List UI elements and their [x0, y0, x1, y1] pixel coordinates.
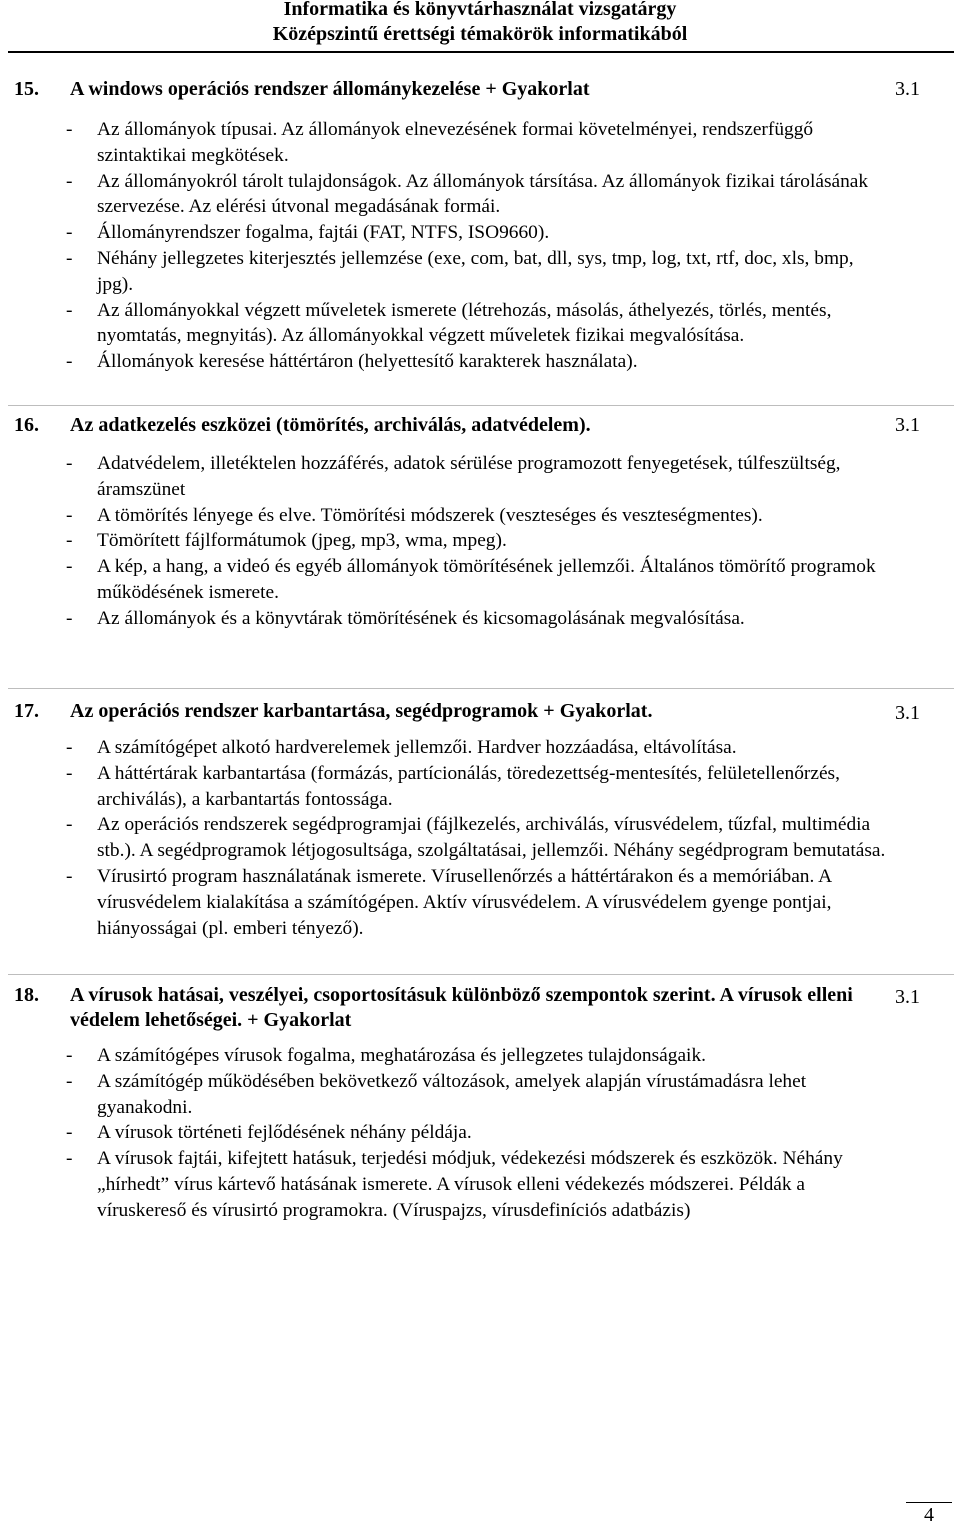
- list-item: [66, 298, 886, 350]
- list-item: [66, 1043, 886, 1069]
- section-level: 3.1: [895, 986, 920, 1008]
- list-item-text: Állományok keresése háttértáron (helyettesítő karakterek használata).: [97, 351, 638, 373]
- section-number: 18.: [14, 984, 39, 1006]
- dash-marker: -: [66, 1148, 73, 1170]
- header-topic: Középszintű érettségi témakörök informatikából: [272, 23, 688, 45]
- section-title: A windows operációs rendszer állománykezelése + Gyakorlat: [70, 78, 590, 100]
- list-item-text: Állományrendszer fogalma, fajtái (FAT, NTFS, ISO9660).: [97, 222, 550, 244]
- dash-marker: -: [66, 865, 73, 887]
- section-items: [66, 735, 886, 941]
- section-level: 3.1: [895, 414, 920, 436]
- list-item: [66, 117, 886, 169]
- dash-marker: -: [66, 1122, 73, 1144]
- list-item: [66, 220, 886, 246]
- dash-marker: -: [66, 814, 73, 836]
- dash-marker: -: [66, 453, 73, 474]
- dash-marker: -: [66, 351, 73, 373]
- list-item-text: A vírusok fajtái, kifejtett hatásuk, terjedési módjuk, védekezési módszerek és eszközök. Néhány „hírhedt” vírus kártevő hatásának ismerete. A vírusok elleni védekezés módszerei. Példák a víruskereső és vírusirtó programokra. (Víruspajzs, vírusdefiníciós adatbázis): [97, 1148, 843, 1221]
- list-item: [66, 864, 886, 941]
- list-item-text: Vírusirtó program használatának ismerete. Vírusellenőrzés a háttértárakon és a memóriában. A vírusvédelem kialakítása a számítógépen. Aktív vírusvédelem. A vírusvédelem gyenge pontjai, hiányosságai (pl. emberi tényező).: [97, 865, 832, 939]
- list-item-text: Az állományokkal végzett műveletek ismerete (létrehozás, másolás, áthelyezés, törlés, mentés, nyomtatás, megnyitás). Az állományokkal végzett műveletek fizikai megvalósítása.: [97, 299, 832, 347]
- dash-marker: -: [66, 762, 73, 784]
- list-item: [66, 1120, 886, 1146]
- section-items: [66, 1043, 886, 1224]
- dash-marker: -: [66, 247, 73, 269]
- section-number: 15.: [14, 78, 39, 100]
- section-title: A vírusok hatásai, veszélyei, csoportosításuk különböző szempontok szerint. A vírusok elleni védelem lehetőségei. + Gyakorlat: [70, 984, 853, 1031]
- section-title: Az operációs rendszer karbantartása, segédprogramok + Gyakorlat.: [70, 700, 653, 722]
- list-item: [66, 169, 886, 221]
- page-number: 4: [906, 1502, 952, 1527]
- list-item: [66, 761, 886, 813]
- list-item: [66, 503, 886, 529]
- list-item-text: Az állományok és a könyvtárak tömörítésének és kicsomagolásának megvalósítása.: [97, 607, 745, 629]
- section-divider: [8, 974, 954, 975]
- list-item-text: A kép, a hang, a videó és egyéb állományok tömörítésének jellemzői. Általános tömörítő programok működésének ismerete.: [97, 556, 876, 603]
- list-item-text: Tömörített fájlformátumok (jpeg, mp3, wma, mpeg).: [97, 530, 507, 552]
- list-item-text: Néhány jellegzetes kiterjesztés jellemzése (exe, com, bat, dll, sys, tmp, log, txt, rtf, doc, xls, bmp, jpg).: [97, 247, 854, 295]
- list-item-text: Az állományok típusai. Az állományok elnevezésének formai követelményei, rendszerfüggő szintaktikai megkötések.: [97, 119, 814, 166]
- header-divider: [8, 51, 954, 53]
- dash-marker: -: [66, 170, 73, 192]
- section-divider: [8, 688, 954, 689]
- list-item-text: A számítógépet alkotó hardverelemek jellemzői. Hardver hozzáadása, eltávolítása.: [97, 737, 737, 758]
- dash-marker: -: [66, 119, 73, 140]
- list-item: [66, 812, 886, 864]
- list-item: [66, 1069, 886, 1121]
- dash-marker: -: [66, 607, 73, 629]
- list-item: [66, 554, 886, 606]
- section-number: 16.: [14, 414, 39, 436]
- list-item: [66, 451, 886, 503]
- list-item-text: A számítógép működésében bekövetkező változások, amelyek alapján vírustámadásra lehet gyanakodni.: [97, 1070, 807, 1118]
- header-subject: Informatika és könyvtárhasználat vizsgatárgy: [283, 0, 677, 20]
- list-item: [66, 1146, 886, 1223]
- section-title: Az adatkezelés eszközei (tömörítés, archiválás, adatvédelem).: [70, 414, 591, 436]
- section-items: [66, 451, 886, 632]
- list-item: [66, 735, 886, 761]
- section-number: 17.: [14, 700, 39, 722]
- dash-marker: -: [66, 530, 73, 552]
- dash-marker: -: [66, 222, 73, 244]
- list-item-text: Adatvédelem, illetéktelen hozzáférés, adatok sérülése programozott fenyegetések, túlfeszültség, áramszünet: [97, 453, 841, 500]
- list-item-text: A tömörítés lényege és elve. Tömörítési módszerek (veszteséges és veszteségmentes).: [97, 504, 763, 526]
- dash-marker: -: [66, 1045, 73, 1066]
- list-item: [66, 246, 886, 298]
- dash-marker: -: [66, 1070, 73, 1092]
- list-item: [66, 606, 886, 632]
- section-level: 3.1: [895, 78, 920, 100]
- dash-marker: -: [66, 556, 73, 578]
- list-item: [66, 528, 886, 554]
- section-items: [66, 117, 886, 375]
- list-item-text: Az operációs rendszerek segédprogramjai (fájlkezelés, archiválás, vírusvédelem, tűzfal, multimédia stb.). A segédprogramok létjogosultsága, szolgáltatásai, jellemzői. Néhány segédprogram bemutatása.: [97, 814, 886, 862]
- section-level: 3.1: [895, 702, 920, 724]
- list-item: [66, 349, 886, 375]
- list-item-text: A vírusok történeti fejlődésének néhány példája.: [97, 1122, 472, 1144]
- list-item-text: Az állományokról tárolt tulajdonságok. Az állományok társítása. Az állományok fizikai tárolásának szervezése. Az elérési útvonal megadásának formái.: [97, 170, 869, 218]
- list-item-text: A háttértárak karbantartása (formázás, partícionálás, töredezettség-mentesítés, felületellenőrzés, archiválás), a karbantartás fontossága.: [97, 762, 840, 810]
- dash-marker: -: [66, 299, 73, 321]
- list-item-text: A számítógépes vírusok fogalma, meghatározása és jellegzetes tulajdonságaik.: [97, 1045, 706, 1066]
- dash-marker: -: [66, 504, 73, 526]
- dash-marker: -: [66, 737, 73, 758]
- section-divider: [8, 405, 954, 406]
